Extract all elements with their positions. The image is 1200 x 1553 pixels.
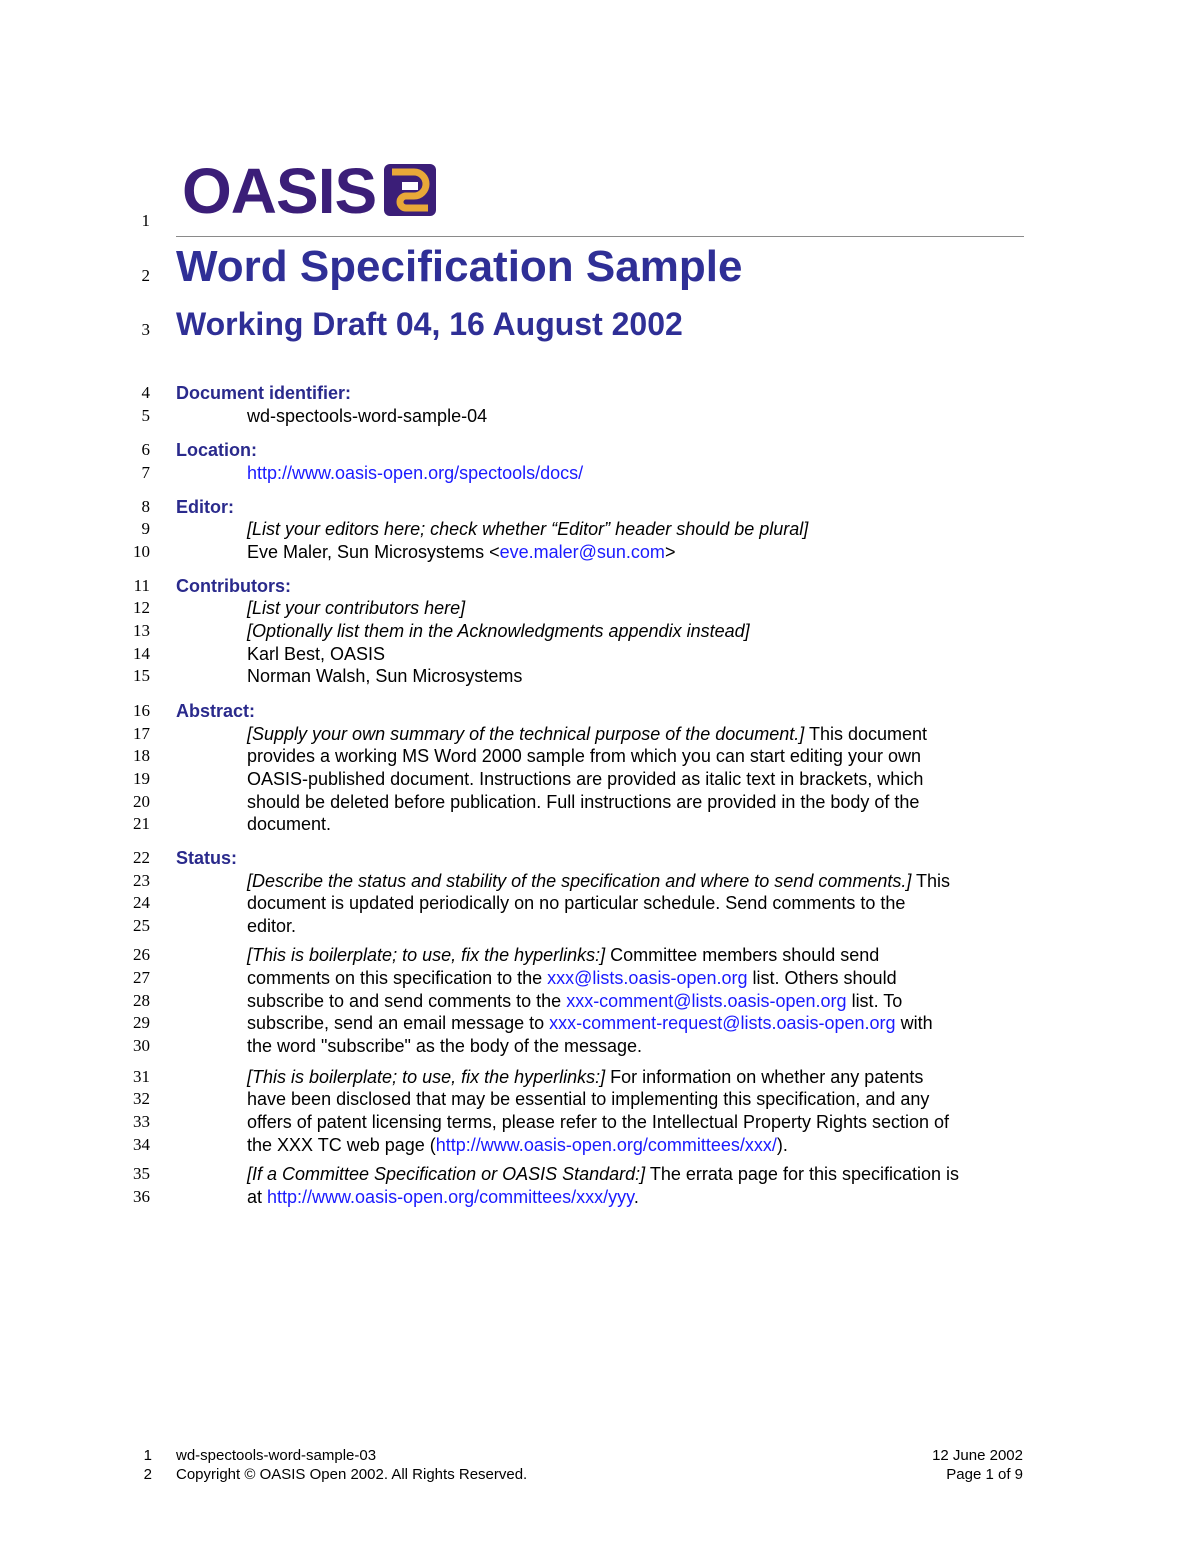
line-number: 14 (133, 644, 150, 663)
status-text: document is updated periodically on no particular schedule. Send comments to the (247, 893, 906, 913)
status-run: subscribe, send an email message to (247, 1013, 550, 1033)
status-note: [Describe the status and stability of the specification and where to send comments.] (247, 871, 912, 891)
committee-page-link[interactable]: http://www.oasis-open.org/committees/xxx/ (435, 1135, 777, 1155)
abstract-text: OASIS-published document. Instructions are provided as italic text in brackets, which (247, 769, 924, 789)
line-number: 17 (133, 724, 150, 743)
line-number: 4 (141, 383, 150, 402)
line-number: 29 (133, 1013, 150, 1032)
editor-label: Editor: (176, 497, 234, 517)
abstract-text: should be deleted before publication. Full instructions are provided in the body of the (247, 792, 920, 812)
line-number: 15 (133, 666, 150, 685)
location-label: Location: (176, 440, 257, 460)
line-number: 22 (133, 848, 150, 867)
abstract-text: provides a working MS Word 2000 sample from which you can start editing your own (247, 746, 921, 766)
status-text (247, 945, 879, 966)
status-text: offers of patent licensing terms, please refer to the Intellectual Property Rights section of (247, 1112, 950, 1132)
line-number: 11 (133, 576, 150, 595)
oasis-mark-icon (384, 162, 436, 216)
abstract-text (247, 724, 927, 745)
oasis-logo (182, 155, 436, 227)
logo-text: OASIS (182, 155, 377, 227)
line-number: 23 (133, 871, 150, 890)
status-text: editor. (247, 916, 297, 936)
line-number: 9 (141, 519, 150, 538)
line-number: 24 (133, 893, 150, 912)
status-text: the word "subscribe" as the body of the message. (247, 1036, 642, 1056)
footer-page-number: Page 1 of 9 (946, 1466, 1023, 1483)
status-run: at (247, 1187, 268, 1207)
contributors-note: [Optionally list them in the Acknowledgments appendix instead] (247, 621, 750, 641)
line-number: 26 (133, 945, 150, 964)
status-run: with (895, 1013, 933, 1033)
line-number: 21 (133, 814, 150, 833)
footer-doc-id: wd-spectools-word-sample-03 (176, 1447, 377, 1464)
line-number: 13 (133, 621, 150, 640)
header-rule (176, 236, 1024, 237)
editor-email-link[interactable]: eve.maler@sun.com (499, 542, 665, 562)
status-run: comments on this specification to the (247, 968, 548, 988)
errata-page-link[interactable]: http://www.oasis-open.org/committees/xxx/yyy (267, 1187, 634, 1207)
status-note: [This is boilerplate; to use, fix the hyperlinks:] (247, 1067, 606, 1087)
status-run: list. Others should (747, 968, 897, 988)
status-run: Committee members should send (605, 945, 880, 965)
line-number: 1 (141, 211, 150, 230)
line-number: 7 (141, 463, 150, 482)
line-number: 6 (141, 440, 150, 459)
line-number: 8 (141, 497, 150, 516)
line-number: 5 (141, 406, 150, 425)
contributor-item: Norman Walsh, Sun Microsystems (247, 666, 523, 686)
document-title: Word Specification Sample (176, 242, 743, 291)
status-text (247, 1187, 639, 1208)
doc-identifier-value: wd-spectools-word-sample-04 (247, 406, 488, 426)
status-run: the XXX TC web page ( (247, 1135, 436, 1155)
line-number: 31 (133, 1067, 150, 1086)
status-run: For information on whether any patents (605, 1067, 924, 1087)
editor-name: Eve Maler, Sun Microsystems < (247, 542, 500, 562)
status-note: [If a Committee Specification or OASIS Standard:] (247, 1164, 646, 1184)
footer-line-number: 1 (143, 1447, 152, 1464)
line-number: 2 (141, 266, 150, 285)
status-run: list. To (846, 991, 903, 1011)
status-text (247, 1164, 959, 1185)
line-number: 28 (133, 991, 150, 1010)
contributors-label: Contributors: (176, 576, 291, 596)
comment-email-link[interactable]: xxx-comment@lists.oasis-open.org (566, 991, 847, 1011)
line-number: 12 (133, 598, 150, 617)
line-number: 10 (133, 542, 150, 561)
footer-copyright: Copyright © OASIS Open 2002. All Rights Reserved. (176, 1466, 528, 1483)
document-subtitle: Working Draft 04, 16 August 2002 (176, 306, 683, 342)
line-number: 27 (133, 968, 150, 987)
line-number: 3 (141, 320, 150, 339)
status-run: This (911, 871, 951, 891)
line-number: 34 (133, 1135, 150, 1154)
line-number: 30 (133, 1036, 150, 1055)
list-email-link[interactable]: xxx@lists.oasis-open.org (547, 968, 748, 988)
status-text (247, 871, 950, 892)
line-number: 25 (133, 916, 150, 935)
footer-date: 12 June 2002 (932, 1447, 1023, 1464)
status-text (247, 1067, 923, 1088)
status-note: [This is boilerplate; to use, fix the hyperlinks:] (247, 945, 606, 965)
status-text (247, 1135, 788, 1156)
line-number: 36 (133, 1187, 150, 1206)
line-number: 19 (133, 769, 150, 788)
doc-identifier-label: Document identifier: (176, 383, 352, 403)
footer-line-number: 2 (143, 1466, 152, 1483)
status-text: have been disclosed that may be essential to implementing this specification, and any (247, 1089, 930, 1109)
editor-note: [List your editors here; check whether “Editor” header should be plural] (247, 519, 809, 539)
line-number: 16 (133, 701, 150, 720)
status-run: . (633, 1187, 639, 1207)
status-run: subscribe to and send comments to the (247, 991, 567, 1011)
status-text (247, 991, 902, 1012)
line-number: 35 (133, 1164, 150, 1183)
abstract-run: This document (804, 724, 928, 744)
status-run: ). (776, 1135, 788, 1155)
line-number: 32 (133, 1089, 150, 1108)
status-text (247, 1013, 933, 1034)
status-label: Status: (176, 848, 238, 868)
location-link[interactable]: http://www.oasis-open.org/spectools/docs/ (247, 463, 584, 483)
abstract-note: [Supply your own summary of the technical purpose of the document.] (247, 724, 805, 744)
status-text (247, 968, 897, 989)
editor-line (247, 542, 675, 563)
line-number: 18 (133, 746, 150, 765)
contributor-item: Karl Best, OASIS (247, 644, 386, 664)
line-number: 33 (133, 1112, 150, 1131)
editor-close: > (664, 542, 676, 562)
line-number: 20 (133, 792, 150, 811)
abstract-text: document. (247, 814, 332, 834)
contributors-note: [List your contributors here] (247, 598, 466, 618)
abstract-label: Abstract: (176, 701, 256, 721)
comment-request-email-link[interactable]: xxx-comment-request@lists.oasis-open.org (549, 1013, 896, 1033)
status-run: The errata page for this specification is (645, 1164, 960, 1184)
